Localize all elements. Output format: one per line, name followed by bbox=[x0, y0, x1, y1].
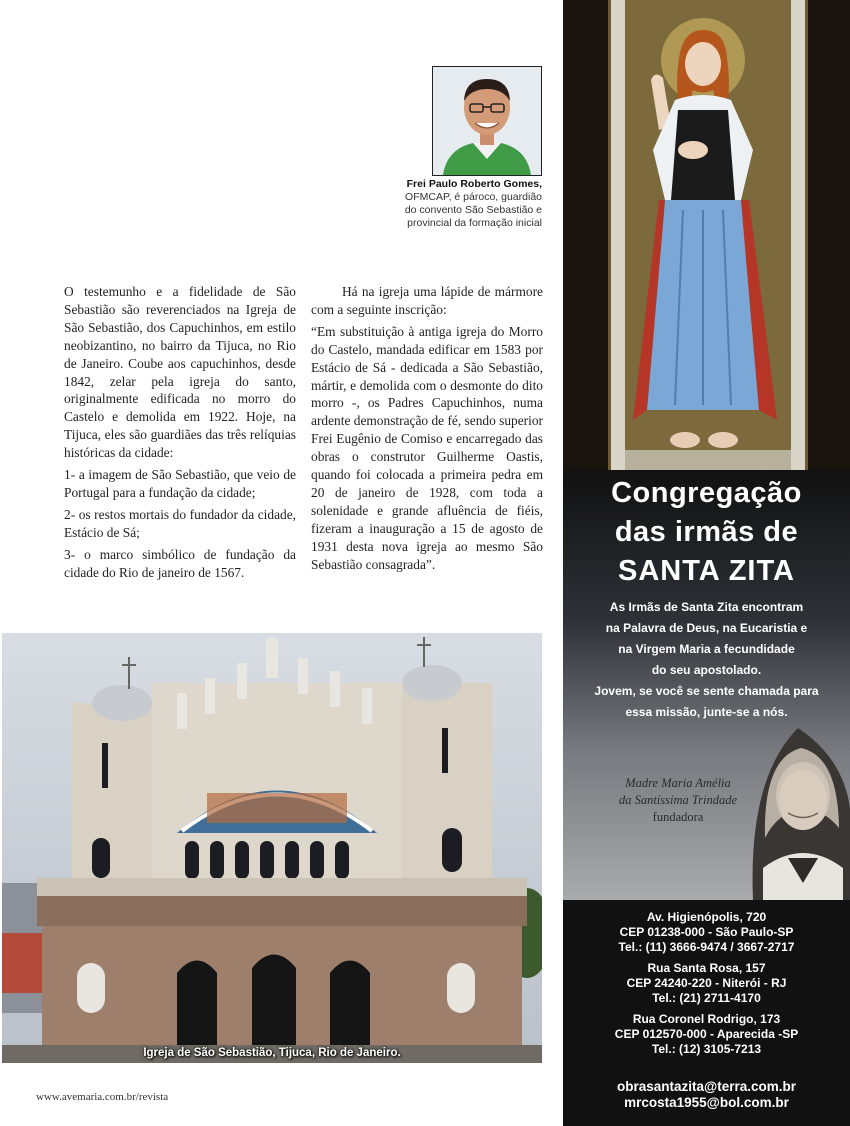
address-phone: Tel.: (11) 3666-9474 / 3667-2717 bbox=[618, 940, 795, 954]
address-block bbox=[563, 910, 850, 955]
email-link[interactable]: obrasantazita@terra.com.br bbox=[617, 1079, 796, 1094]
ad-title-line: SANTA ZITA bbox=[618, 555, 795, 587]
address-block bbox=[563, 1012, 850, 1057]
author-line: provincial da formação inicial bbox=[407, 217, 542, 229]
author-line: OFMCAP, é pároco, guardião bbox=[405, 191, 542, 203]
address-line: CEP 012570-000 - Aparecida -SP bbox=[614, 1027, 799, 1041]
stained-glass-image bbox=[563, 0, 850, 470]
church-photo bbox=[2, 633, 542, 1063]
author-portrait-image bbox=[433, 67, 541, 175]
founder-role: fundadora bbox=[652, 810, 704, 824]
address-block bbox=[563, 961, 850, 1006]
ad-emails bbox=[563, 1079, 850, 1111]
ad-description bbox=[563, 597, 850, 723]
santa-zita-advertisement bbox=[563, 0, 850, 1126]
address-line: CEP 24240-220 - Niterói - RJ bbox=[626, 976, 787, 990]
founder-name: Madre Maria Amélia bbox=[625, 776, 731, 790]
ad-description-line: na Virgem Maria a fecundidade bbox=[618, 642, 795, 656]
author-photo bbox=[432, 66, 542, 176]
article-paragraph: O testemunho e a fidelidade de São Sebastião são reverenciados na Igreja de São Sebastião, dos Capuchinhos, em estilo neobizantino, no bairro da Tijuca, no Rio de Janeiro. Coube aos capuchinhos, desde 1842, zelar pela igreja do santo, originalmente edificada no morro do Castelo e demolida em 1922. Hoje, na Tijuca, eles são guardiães das três relíquias históricas da cidade: bbox=[64, 284, 296, 461]
address-line: Rua Santa Rosa, 157 bbox=[647, 961, 766, 975]
footer-url[interactable]: www.avemaria.com.br/revista bbox=[36, 1091, 169, 1103]
article-paragraph: Há na igreja uma lápide de mármore com a seguinte inscrição: bbox=[311, 284, 543, 317]
author-name: Frei Paulo Roberto Gomes, bbox=[406, 178, 542, 190]
ad-title-line: das irmãs de bbox=[614, 516, 799, 548]
email-link[interactable]: mrcosta1955@bol.com.br bbox=[624, 1095, 789, 1110]
article-paragraph: 3- o marco simbólico de fundação da cidade do Rio de janeiro de 1567. bbox=[64, 546, 296, 580]
founder-name: da Santíssima Trindade bbox=[618, 793, 738, 807]
address-line: Av. Higienópolis, 720 bbox=[646, 910, 767, 924]
ad-description-line: As Irmãs de Santa Zita encontram bbox=[609, 600, 804, 614]
ad-description-line: do seu apostolado. bbox=[651, 663, 762, 677]
article-quote: “Em substituição à antiga igreja do Morro do Castelo, mandada edificar em 1583 por Estácio de Sá - dedicada a São Sebastião, mártir, e demolida com o desmonte do dito morro -, os Padres Capuchinhos, numa ardente demonstração de fé, sendo superior Frei Eugênio de Comiso e encarregado das obras o construtor Guilherme Oastis, quando foi colocada a primeira pedra em 20 de janeiro de 1928, com toda a solenidade e grande afluência de fiéis, fizeram a inauguração a 15 de agosto de 1931 desta nova igreja ao mesmo São Sebastião consagrada”. bbox=[311, 323, 544, 572]
article-left-column bbox=[64, 283, 296, 586]
author-line: do convento São Sebastião e bbox=[404, 204, 542, 216]
ad-description-line: Jovem, se você se sente chamada para bbox=[594, 684, 819, 698]
address-line: Rua Coronel Rodrigo, 173 bbox=[632, 1012, 781, 1026]
address-phone: Tel.: (12) 3105-7213 bbox=[651, 1042, 762, 1056]
address-phone: Tel.: (21) 2711-4170 bbox=[652, 991, 761, 1005]
founder-caption bbox=[593, 775, 763, 826]
address-line: CEP 01238-000 - São Paulo-SP bbox=[619, 925, 794, 939]
ad-description-line: na Palavra de Deus, na Eucaristia e bbox=[605, 621, 808, 635]
church-illustration bbox=[2, 633, 542, 1063]
article-right-column bbox=[311, 283, 543, 578]
article-paragraph: 1- a imagem de São Sebastião, que veio de Portugal para a fundação da cidade; bbox=[64, 467, 296, 500]
ad-description-line: essa missão, junte-se a nós. bbox=[625, 705, 788, 719]
photo-caption: Igreja de São Sebastião, Tijuca, Rio de Janeiro. bbox=[143, 1047, 401, 1059]
article-paragraph: 2- os restos mortais do fundador da cidade, Estácio de Sá; bbox=[64, 506, 296, 540]
author-caption bbox=[360, 178, 542, 230]
ad-title-line: Congregação bbox=[611, 477, 802, 509]
ad-addresses bbox=[563, 910, 850, 1063]
